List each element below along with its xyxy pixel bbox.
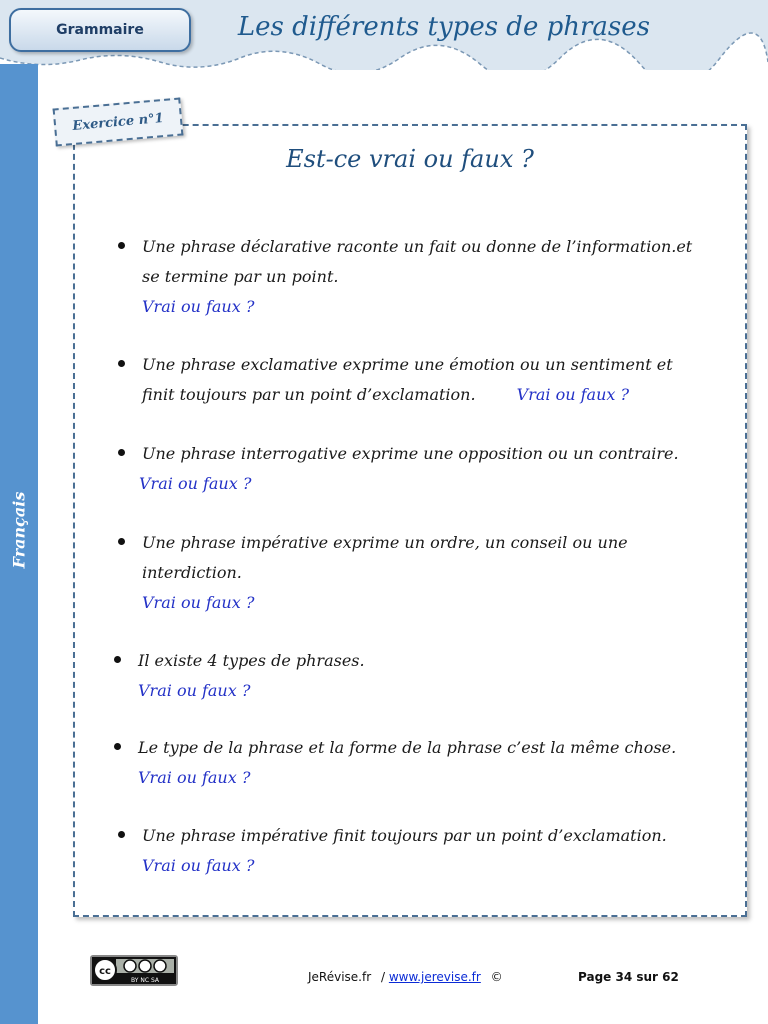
statement-line: finit toujours par un point d’exclamation. xyxy=(142,385,476,404)
statement-item xyxy=(142,821,702,881)
bullet-icon xyxy=(118,831,125,838)
answer-prompt[interactable]: Vrai ou faux ? xyxy=(142,856,255,875)
statement-line: Une phrase exclamative exprime une émotion ou un sentiment et xyxy=(142,355,673,374)
statement-item xyxy=(142,528,702,618)
bullet-icon xyxy=(118,449,125,456)
page-title: Les différents types de phrases xyxy=(237,12,650,42)
bullet-icon xyxy=(114,743,121,750)
statement-line: interdiction. xyxy=(142,563,242,582)
answer-prompt[interactable]: Vrai ou faux ? xyxy=(142,297,255,316)
bullet-icon xyxy=(118,242,125,249)
statement-line: Une phrase impérative exprime un ordre, un conseil ou une xyxy=(142,533,628,552)
statement-line: Le type de la phrase et la forme de la phrase c’est la même chose. xyxy=(138,738,677,757)
statement-item xyxy=(142,350,702,410)
site-link[interactable]: www.jerevise.fr xyxy=(388,970,481,984)
page-number: Page 34 sur 62 xyxy=(578,970,679,984)
cc-by-nc-sa-icon xyxy=(92,957,176,984)
creative-commons-logo xyxy=(90,955,178,986)
subject-label: Français xyxy=(9,491,29,569)
bullet-icon xyxy=(118,538,125,545)
answer-prompt[interactable]: Vrai ou faux ? xyxy=(142,593,255,612)
footer-separator: / xyxy=(380,970,386,984)
answer-prompt[interactable]: Vrai ou faux ? xyxy=(138,681,251,700)
statement-item xyxy=(142,232,702,322)
exercise-tag: Exercice n°1 xyxy=(53,97,184,146)
statement-line: Une phrase interrogative exprime une opposition ou un contraire. xyxy=(142,444,679,463)
statement-item xyxy=(138,733,698,793)
bullet-icon xyxy=(118,360,125,367)
copyright-symbol: © xyxy=(490,970,503,984)
site-name: JeRévise.fr xyxy=(308,970,372,984)
statement-item xyxy=(139,439,702,499)
statement-line: se termine par un point. xyxy=(142,267,339,286)
category-badge: Grammaire xyxy=(9,8,191,52)
answer-prompt[interactable]: Vrai ou faux ? xyxy=(138,768,251,787)
statement-line: Une phrase impérative finit toujours par un point d’exclamation. xyxy=(142,826,667,845)
bullet-icon xyxy=(114,656,121,663)
answer-prompt[interactable]: Vrai ou faux ? xyxy=(139,474,252,493)
answer-prompt[interactable]: Vrai ou faux ? xyxy=(516,385,630,404)
statement-item xyxy=(138,646,698,706)
footer-site xyxy=(308,970,503,984)
statement-line: Une phrase déclarative raconte un fait ou donne de l’information.et xyxy=(142,237,693,256)
statement-line: Il existe 4 types de phrases. xyxy=(138,651,365,670)
exercise-title: Est-ce vrai ou faux ? xyxy=(286,145,534,173)
svg-text:cc: cc xyxy=(99,966,111,977)
svg-text:BY NC SA: BY NC SA xyxy=(131,977,159,984)
